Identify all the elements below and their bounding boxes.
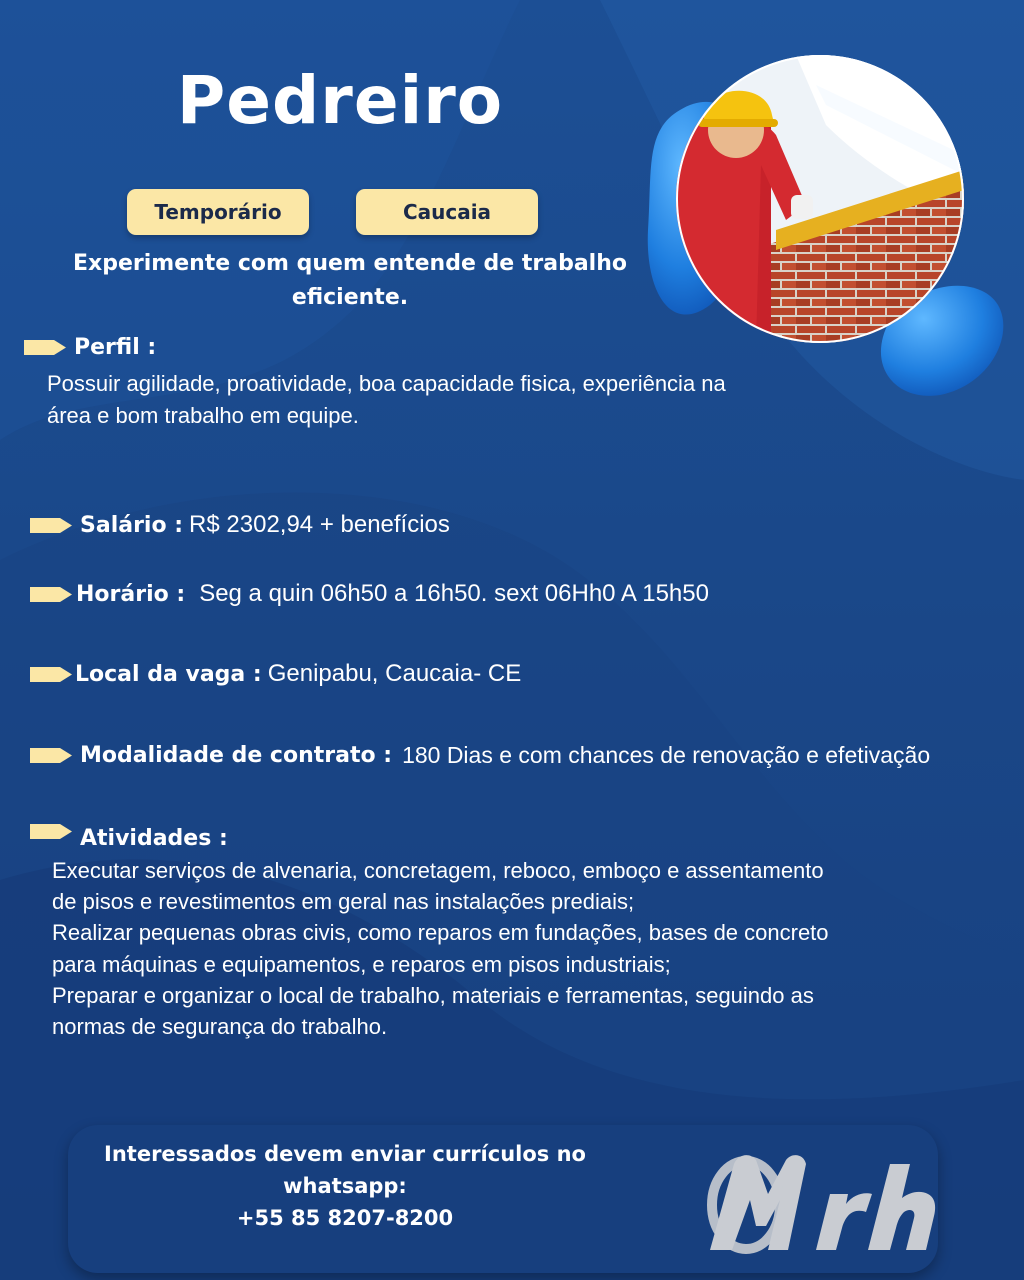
- arrow-bullet-icon: [24, 338, 66, 357]
- tagline: [40, 247, 660, 315]
- arrow-bullet-icon: [30, 585, 72, 604]
- activities-heading: [30, 812, 234, 851]
- arrow-bullet-icon: [30, 665, 72, 684]
- perfil-line-2: área e bom trabalho em equipe.: [47, 403, 359, 428]
- activities-line: normas de segurança do trabalho.: [52, 1014, 388, 1040]
- whatsapp-number[interactable]: +55 85 8207-8200: [236, 1206, 454, 1230]
- contract-value: 180 Dias e com chances de renovação e efetivação: [402, 742, 931, 768]
- mrh-logo: [706, 1150, 936, 1260]
- arrow-bullet-icon: [30, 516, 72, 535]
- schedule-label: Horário :: [76, 581, 186, 607]
- page-title: Pedreiro: [176, 62, 504, 139]
- tagline-line-2: eficiente.: [291, 285, 409, 310]
- contract-label: Modalidade de contrato :: [80, 743, 393, 768]
- schedule-row: [30, 580, 709, 608]
- perfil-line-1: Possuir agilidade, proatividade, boa capacidade fisica, experiência na: [47, 371, 726, 396]
- contact-line-1: Interessados devem enviar currículos no: [104, 1142, 586, 1166]
- contact-line-2: whatsapp:: [283, 1174, 407, 1198]
- activities-text: [52, 855, 829, 1042]
- location-badge: Caucaia: [356, 189, 538, 235]
- location-row: [30, 660, 521, 688]
- schedule-value: Seg a quin 06h50 a 16h50. sext 06Hh0 A 15h50: [199, 580, 709, 607]
- location-label: Local da vaga :: [75, 661, 262, 687]
- salary-label: Salário :: [80, 512, 184, 538]
- salary-row: [30, 511, 450, 539]
- activities-line: Preparar e organizar o local de trabalho, materiais e ferramentas, seguindo as: [52, 982, 814, 1008]
- tagline-line-1: Experimente com quem entende de trabalho: [73, 251, 627, 276]
- contract-row: [30, 742, 930, 769]
- activities-label: Atividades :: [80, 826, 228, 851]
- contact-text: [90, 1138, 600, 1234]
- job-type-badge: Temporário: [127, 189, 309, 235]
- perfil-label: Perfil :: [74, 335, 157, 360]
- perfil-heading: [24, 335, 162, 360]
- arrow-bullet-icon: [30, 822, 72, 841]
- perfil-text: [47, 368, 726, 432]
- location-value: Genipabu, Caucaia- CE: [267, 660, 522, 687]
- activities-line: Executar serviços de alvenaria, concretagem, reboco, emboço e assentamento: [52, 858, 824, 883]
- activities-line: de pisos e revestimentos em geral nas instalações prediais;: [52, 889, 635, 915]
- activities-line: Realizar pequenas obras civis, como reparos em fundações, bases de concreto: [52, 920, 829, 946]
- activities-line: para máquinas e equipamentos, e reparos em pisos industriais;: [52, 951, 671, 977]
- salary-value: R$ 2302,94 + benefícios: [189, 511, 450, 538]
- arrow-bullet-icon: [30, 746, 72, 765]
- bricklayer-photo: [676, 55, 964, 343]
